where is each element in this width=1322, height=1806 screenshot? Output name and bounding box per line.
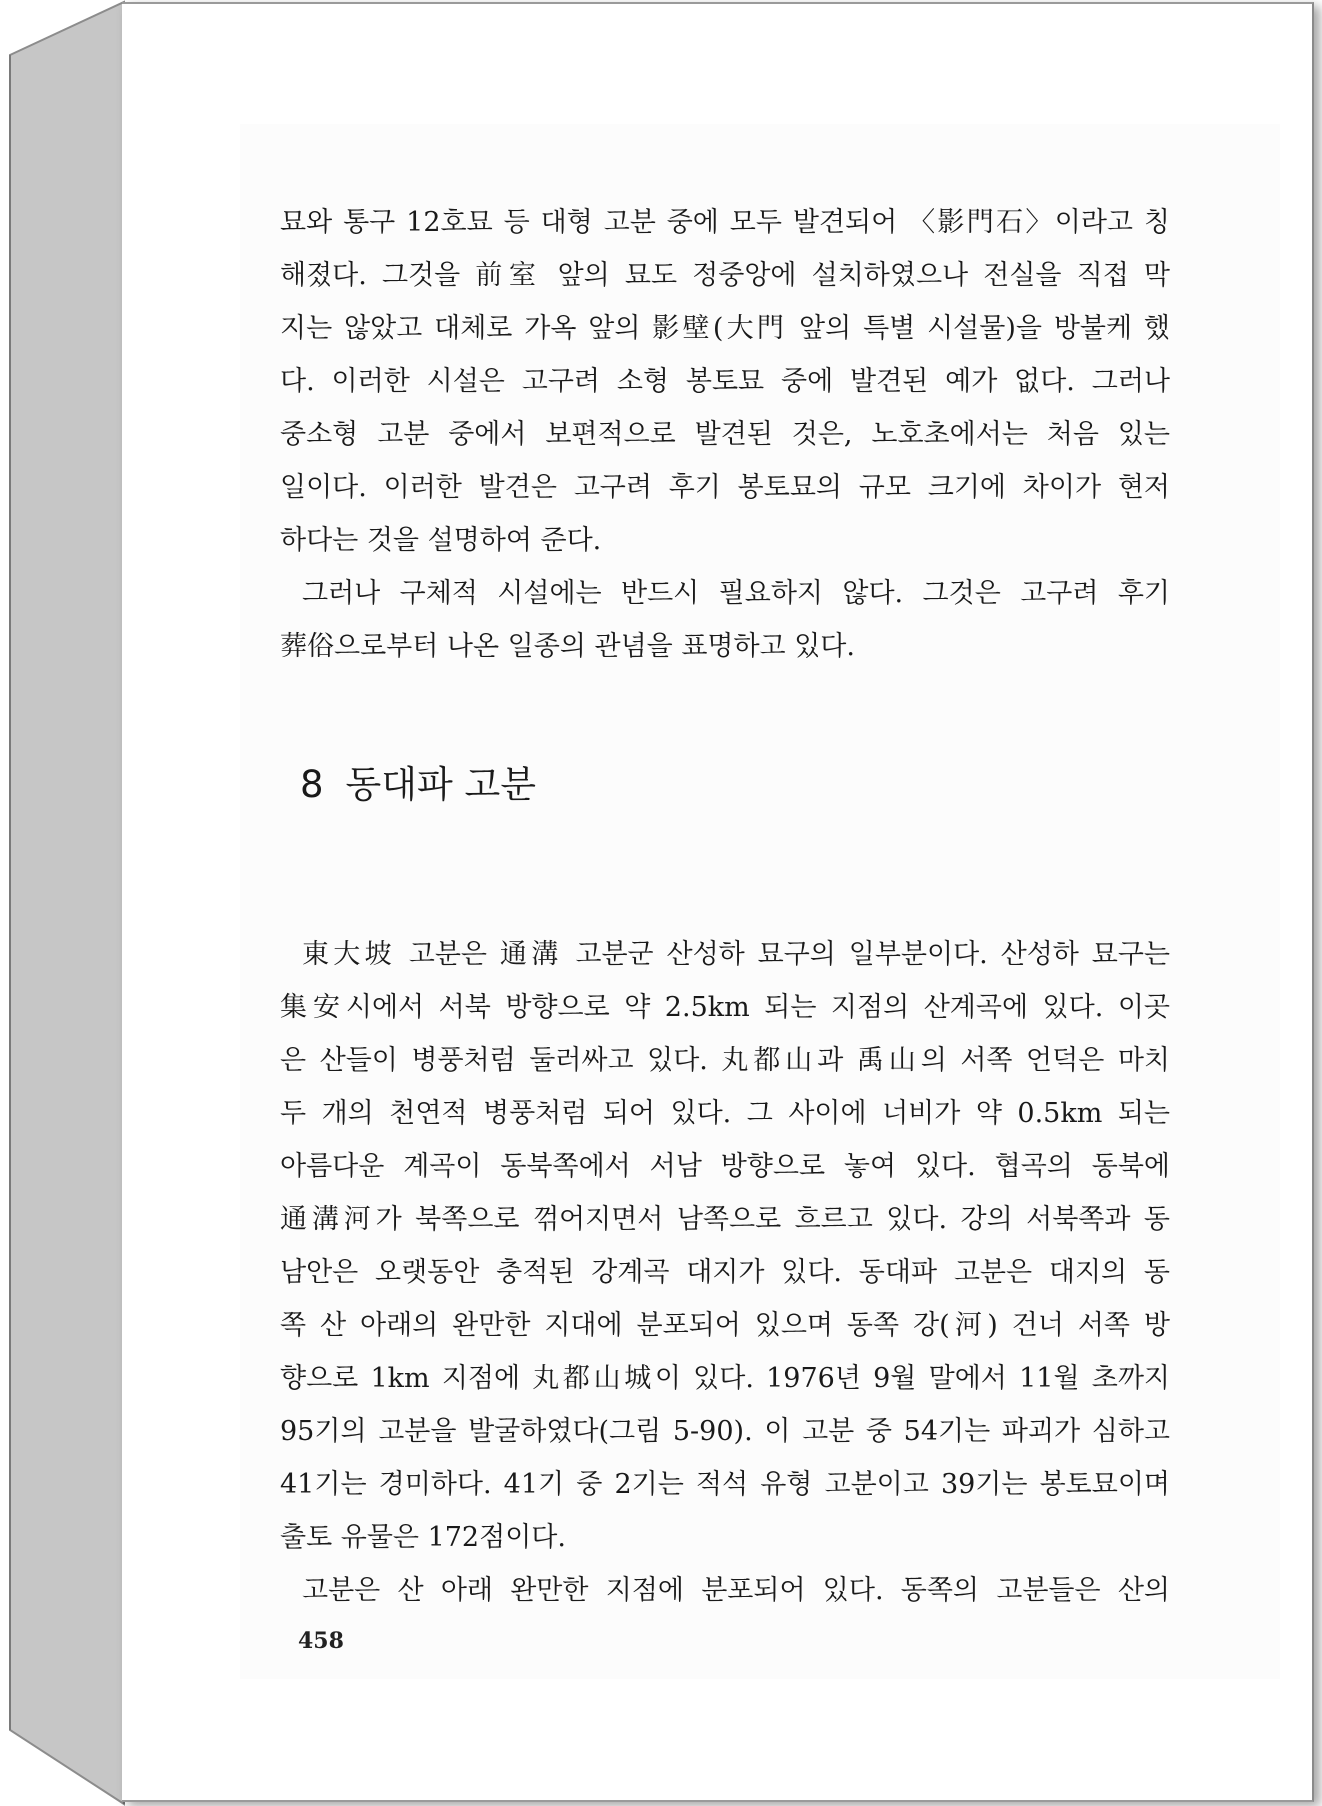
section-number: 8 [300, 763, 324, 806]
page-number: 458 [298, 1628, 344, 1654]
text-line: 東大坡 고분은 通溝 고분군 산성하 묘구의 일부분이다. 산성하 묘구는 [302, 939, 1170, 970]
text-line: 그러나 구체적 시설에는 반드시 필요하지 않다. 그것은 고구려 후기 [302, 578, 1170, 609]
book-page [122, 2, 1314, 1802]
text-line: 은 산들이 병풍처럼 둘러싸고 있다. 丸都山과 禹山의 서쪽 언덕은 마치 [280, 1045, 1170, 1076]
text-line: 출토 유물은 172점이다. [280, 1522, 566, 1553]
text-line: 두 개의 천연적 병풍처럼 되어 있다. 그 사이에 너비가 약 0.5km 되는 [280, 1098, 1170, 1129]
paragraph-block-1 [280, 196, 1170, 673]
text-line: 쪽 산 아래의 완만한 지대에 분포되어 있으며 동쪽 강(河) 건너 서쪽 방 [280, 1310, 1170, 1341]
paragraph-block-2 [280, 928, 1170, 1617]
book-spine-edge [0, 0, 130, 1806]
text-line: 묘와 통구 12호묘 등 대형 고분 중에 모두 발견되어 〈影門石〉이라고 칭 [280, 207, 1170, 238]
text-line: 일이다. 이러한 발견은 고구려 후기 봉토묘의 규모 크기에 차이가 현저 [280, 472, 1170, 503]
text-line: 通溝河가 북쪽으로 꺾어지면서 남쪽으로 흐르고 있다. 강의 서북쪽과 동 [280, 1204, 1170, 1235]
section-heading [300, 754, 536, 808]
text-line: 集安시에서 서북 방향으로 약 2.5km 되는 지점의 산계곡에 있다. 이곳 [280, 992, 1170, 1023]
text-line: 아름다운 계곡이 동북쪽에서 서남 방향으로 놓여 있다. 협곡의 동북에 [280, 1151, 1170, 1182]
section-title: 동대파 고분 [345, 763, 537, 806]
text-line: 다. 이러한 시설은 고구려 소형 봉토묘 중에 발견된 예가 없다. 그러나 [280, 366, 1170, 397]
text-line: 지는 않았고 대체로 가옥 앞의 影壁(大門 앞의 특별 시설물)을 방불케 했 [280, 313, 1170, 344]
text-line: 고분은 산 아래 완만한 지점에 분포되어 있다. 동쪽의 고분들은 산의 [302, 1575, 1170, 1606]
text-line: 하다는 것을 설명하여 준다. [280, 525, 602, 556]
text-line: 41기는 경미하다. 41기 중 2기는 적석 유형 고분이고 39기는 봉토묘이며 [280, 1469, 1170, 1500]
text-line: 남안은 오랫동안 충적된 강계곡 대지가 있다. 동대파 고분은 대지의 동 [280, 1257, 1170, 1288]
text-line: 중소형 고분 중에서 보편적으로 발견된 것은, 노호초에서는 처음 있는 [280, 419, 1170, 450]
text-line: 향으로 1km 지점에 丸都山城이 있다. 1976년 9월 말에서 11월 초까지 [280, 1363, 1170, 1394]
text-line: 해졌다. 그것을 前室 앞의 묘도 정중앙에 설치하였으나 전실을 직접 막 [280, 260, 1170, 291]
text-line: 95기의 고분을 발굴하였다(그림 5-90). 이 고분 중 54기는 파괴가 심하고 [280, 1416, 1170, 1447]
text-line: 葬俗으로부터 나온 일종의 관념을 표명하고 있다. [280, 631, 855, 662]
